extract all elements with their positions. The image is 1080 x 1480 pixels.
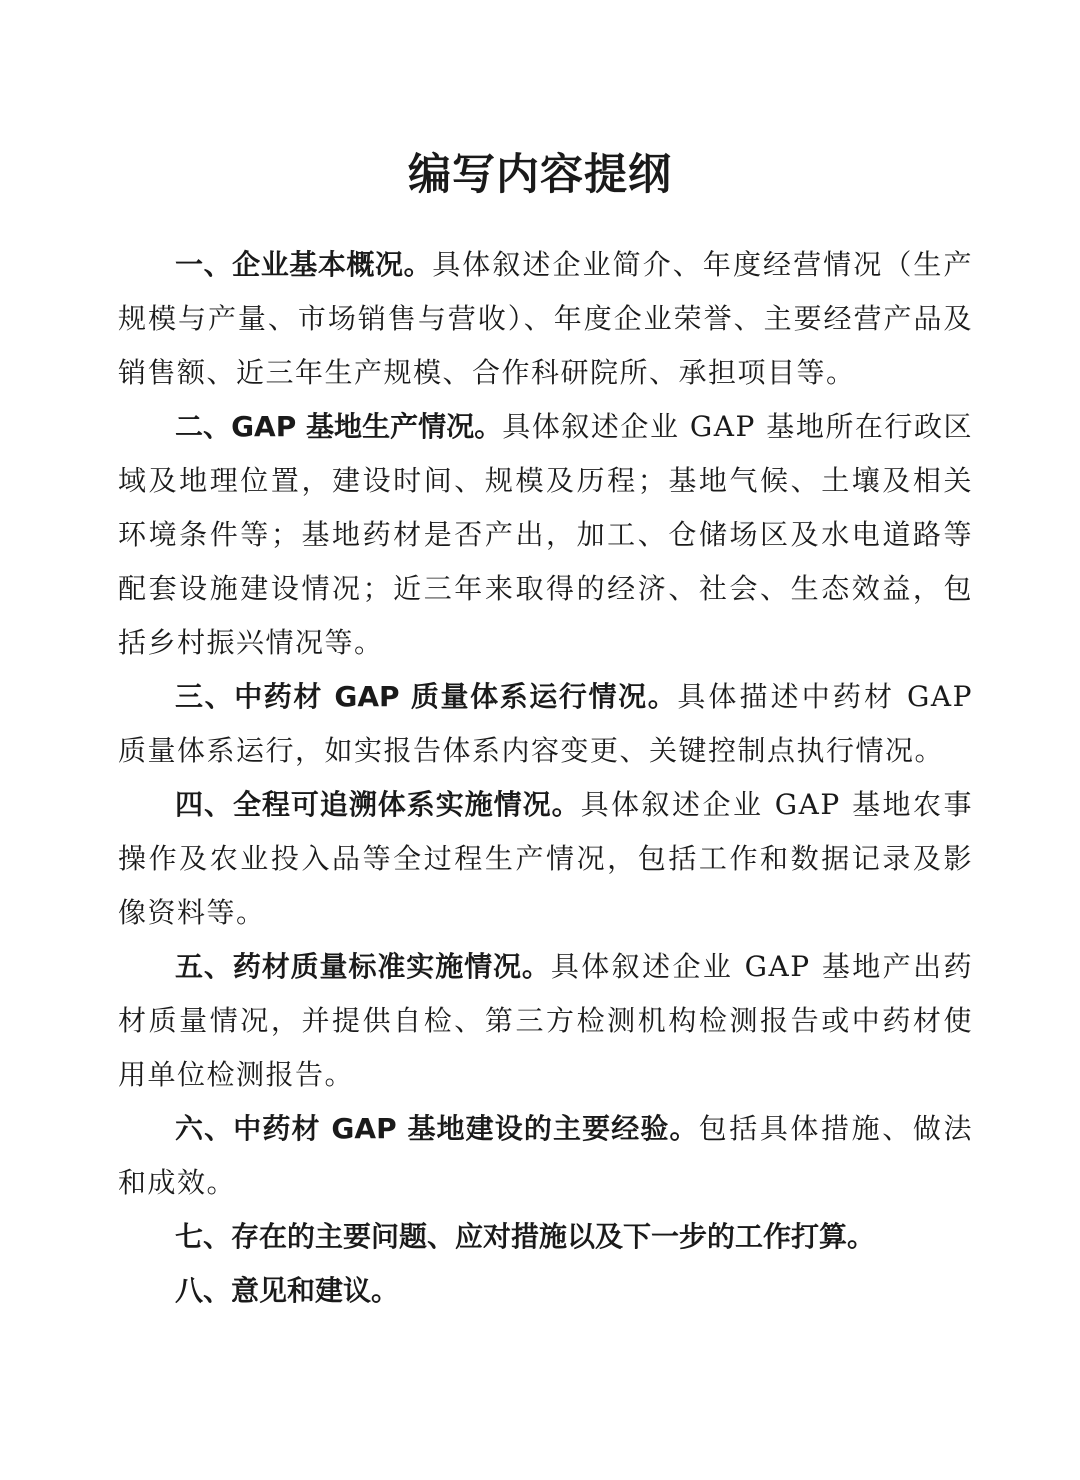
page-title: 编写内容提纲 xyxy=(408,150,672,200)
section-3 xyxy=(118,670,973,778)
section-heading: 六、中药材 GAP 基地建设的主要经验。 xyxy=(175,1112,699,1145)
section-heading: 二、GAP 基地生产情况。 xyxy=(175,410,503,443)
section-6 xyxy=(118,1102,973,1210)
section-8 xyxy=(118,1264,973,1318)
section-body: 具体叙述企业 GAP 基地产出药材质量情况，并提供自检、第三方检测机构检测报告或中药材使用单位检测报告。 xyxy=(118,950,973,1091)
section-body: 包括具体措施、做法和成效。 xyxy=(118,1112,973,1199)
section-body: 具体叙述企业 GAP 基地所在行政区域及地理位置，建设时间、规模及历程；基地气候、土壤及相关环境条件等；基地药材是否产出，加工、仓储场区及水电道路等配套设施建设情况；近三年来取得的经济、社会、生态效益，包括乡村振兴情况等。 xyxy=(118,410,973,659)
section-5 xyxy=(118,940,973,1102)
section-body: 具体描述中药材 GAP 质量体系运行，如实报告体系内容变更、关键控制点执行情况。 xyxy=(118,680,973,767)
outline-content xyxy=(118,238,973,1318)
section-body: 具体叙述企业 GAP 基地农事操作及农业投入品等全过程生产情况，包括工作和数据记录及影像资料等。 xyxy=(118,788,973,929)
section-1 xyxy=(118,238,973,400)
section-heading: 五、药材质量标准实施情况。 xyxy=(175,950,551,983)
section-4 xyxy=(118,778,973,940)
section-body: 具体叙述企业简介、年度经营情况（生产规模与产量、市场销售与营收）、年度企业荣誉、主要经营产品及销售额、近三年生产规模、合作科研院所、承担项目等。 xyxy=(118,248,973,389)
section-heading: 八、意见和建议。 xyxy=(175,1274,400,1307)
section-heading: 七、存在的主要问题、应对措施以及下一步的工作打算。 xyxy=(175,1220,876,1253)
section-heading: 三、中药材 GAP 质量体系运行情况。 xyxy=(175,680,678,713)
section-7 xyxy=(118,1210,973,1264)
section-2 xyxy=(118,400,973,670)
section-heading: 一、企业基本概况。 xyxy=(175,248,433,281)
section-heading: 四、全程可追溯体系实施情况。 xyxy=(175,788,581,821)
